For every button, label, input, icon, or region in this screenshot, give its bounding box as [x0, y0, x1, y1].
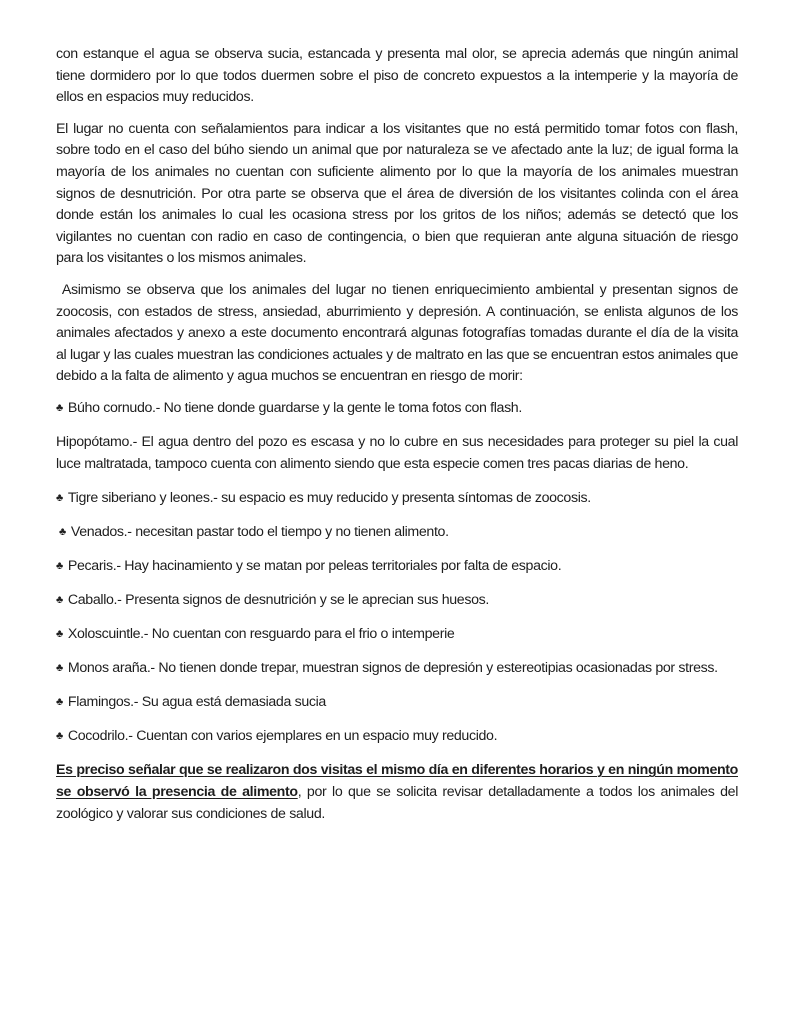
list-item-buho [56, 398, 738, 420]
list-item-text: Venados.- necesitan pastar todo el tiempo y no tienen alimento. [70, 523, 449, 540]
list-item-text: Xoloscuintle.- No cuentan con resguardo para el frio o intemperie [67, 626, 455, 643]
paragraph-signage-and-stress: El lugar no cuenta con señalamientos para indicar a los visitantes que no está permitido tomar fotos con flash, sobre todo en el caso del búho siendo un animal que por naturaleza se ve afectado ante la luz; de igual forma la mayoría de los animales no cuentan con suficiente alimento por lo que la mayoría de los animales muestran signos de desnutrición. Por otra parte se observa que el área de diversión de los visitantes colinda con el área donde están los animales lo cual les ocasiona stress por los gritos de los niños; además se detectó que los vigilantes no cuentan con radio en caso de contingencia, o bien que requieran ante alguna situación de riesgo para los visitantes o los mismos animales. [56, 120, 738, 267]
list-item-text: Cocodrilo.- Cuentan con varios ejemplares en un espacio muy reducido. [67, 728, 498, 745]
paragraph-zoocosis-intro: Asimismo se observa que los animales del lugar no tienen enriquecimiento ambiental y presentan signos de zoocosis, con estados de stress, ansiedad, aburrimiento y depresión. A continuación, se enlista algunos de los animales afectados y anexo a este documento encontrará algunas fotografías tomadas durante el día de la visita al lugar y las cuales muestran las condiciones actuales y de maltrato en las que se encuentran estos animales que debido a la falta de alimento y agua muchos se encuentran en riesgo de morir: [56, 281, 738, 385]
closing-emphasis-text: Es preciso señalar que se realizaron dos visitas el mismo día en diferentes horarios y en ningún momento se observó la presencia de alimento [56, 762, 738, 801]
club-bullet-icon: ♣ [56, 662, 63, 675]
list-item-caballo [56, 590, 738, 612]
list-item-xoloscuintle [56, 624, 738, 646]
list-item-flamingos [56, 692, 738, 714]
list-item-text: Caballo.- Presenta signos de desnutrición y se le aprecian sus huesos. [67, 591, 489, 608]
list-item-text: Búho cornudo.- No tiene donde guardarse y la gente le toma fotos con flash. [67, 399, 522, 416]
list-item-text: Pecaris.- Hay hacinamiento y se matan por peleas territoriales por falta de espacio. [67, 557, 562, 574]
list-item-monos-arana [56, 658, 738, 680]
affected-animals-list [56, 398, 738, 748]
list-item-tigre [56, 488, 738, 510]
club-bullet-icon: ♣ [56, 491, 63, 504]
paragraph-enclosure-conditions: con estanque el agua se observa sucia, estancada y presenta mal olor, se aprecia además que ningún animal tiene dormidero por lo que todos duermen sobre el piso de concreto expuestos a la intemperie y la mayoría de ellos en espacios muy reducidos. [56, 46, 738, 106]
list-item-hipopotamo [56, 432, 738, 475]
closing-request-text: , por lo que se solicita revisar detalladamente a todos los animales del zoológico y valorar sus condiciones de salud. [56, 784, 738, 822]
club-bullet-icon: ♣ [56, 730, 63, 743]
list-item-text: Monos araña.- No tienen donde trepar, muestran signos de depresión y estereotipias ocasionadas por stress. [67, 660, 718, 677]
list-item-cocodrilo [56, 726, 738, 748]
list-item-text: Flamingos.- Su agua está demasiada sucia [67, 694, 326, 711]
club-bullet-icon: ♣ [56, 593, 63, 606]
list-item-text: Hipopótamo.- El agua dentro del pozo es escasa y no lo cubre en sus necesidades para proteger su piel la cual luce maltratada, tampoco cuenta con alimento siendo que esta especie comen tres pacas diarias de heno. [56, 434, 738, 472]
list-item-venados [56, 522, 738, 544]
club-bullet-icon: ♣ [56, 559, 63, 572]
list-item-pecaris [56, 556, 738, 578]
club-bullet-icon: ♣ [56, 401, 63, 414]
closing-paragraph [56, 760, 738, 825]
club-bullet-icon: ♣ [59, 525, 66, 538]
list-item-text: Tigre siberiano y leones.- su espacio es muy reducido y presenta síntomas de zoocosis. [67, 489, 591, 506]
club-bullet-icon: ♣ [56, 628, 63, 641]
club-bullet-icon: ♣ [56, 696, 63, 709]
